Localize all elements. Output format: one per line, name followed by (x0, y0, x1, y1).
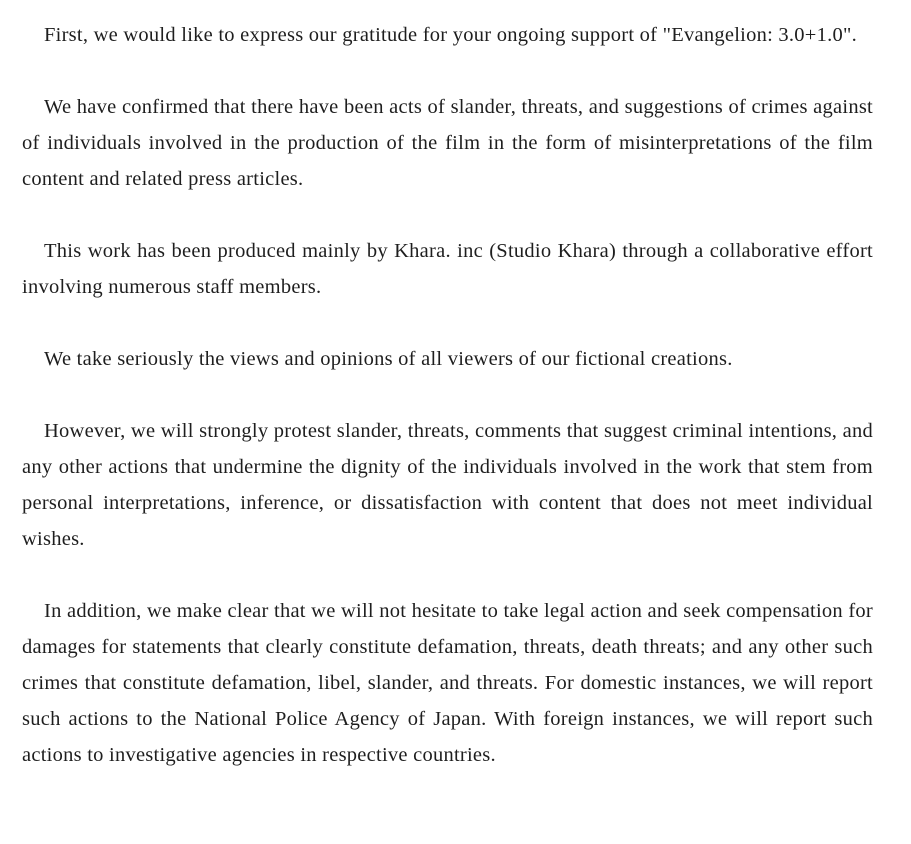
paragraph-gratitude: First, we would like to express our gratitude for your ongoing support of "Evangelion: 3.0+1.0". (44, 24, 857, 46)
paragraph-views-opinions: We take seriously the views and opinions of all viewers of our fictional creations. (44, 348, 733, 370)
paragraph-protest: However, we will strongly protest slander, threats, comments that suggest criminal intentions, and any other actions that undermine the dignity of the individuals involved in the work that stem from personal interpretations, inference, or dissatisfaction with content that does not meet individual wishes. (22, 420, 873, 550)
paragraph-legal-action: In addition, we make clear that we will not hesitate to take legal action and seek compensation for damages for statements that clearly constitute defamation, threats, death threats; and any other such crimes that constitute defamation, libel, slander, and threats. For domestic instances, we will report such actions to the National Police Agency of Japan. With foreign instances, we will report such actions to investigative agencies in respective countries. (22, 600, 873, 766)
paragraph-confirmed-acts: We have confirmed that there have been acts of slander, threats, and suggestions of crimes against of individuals involved in the production of the film in the form of misinterpretations of the film content and related press articles. (22, 96, 873, 190)
paragraph-production: This work has been produced mainly by Khara. inc (Studio Khara) through a collaborative effort involving numerous staff members. (22, 240, 873, 298)
